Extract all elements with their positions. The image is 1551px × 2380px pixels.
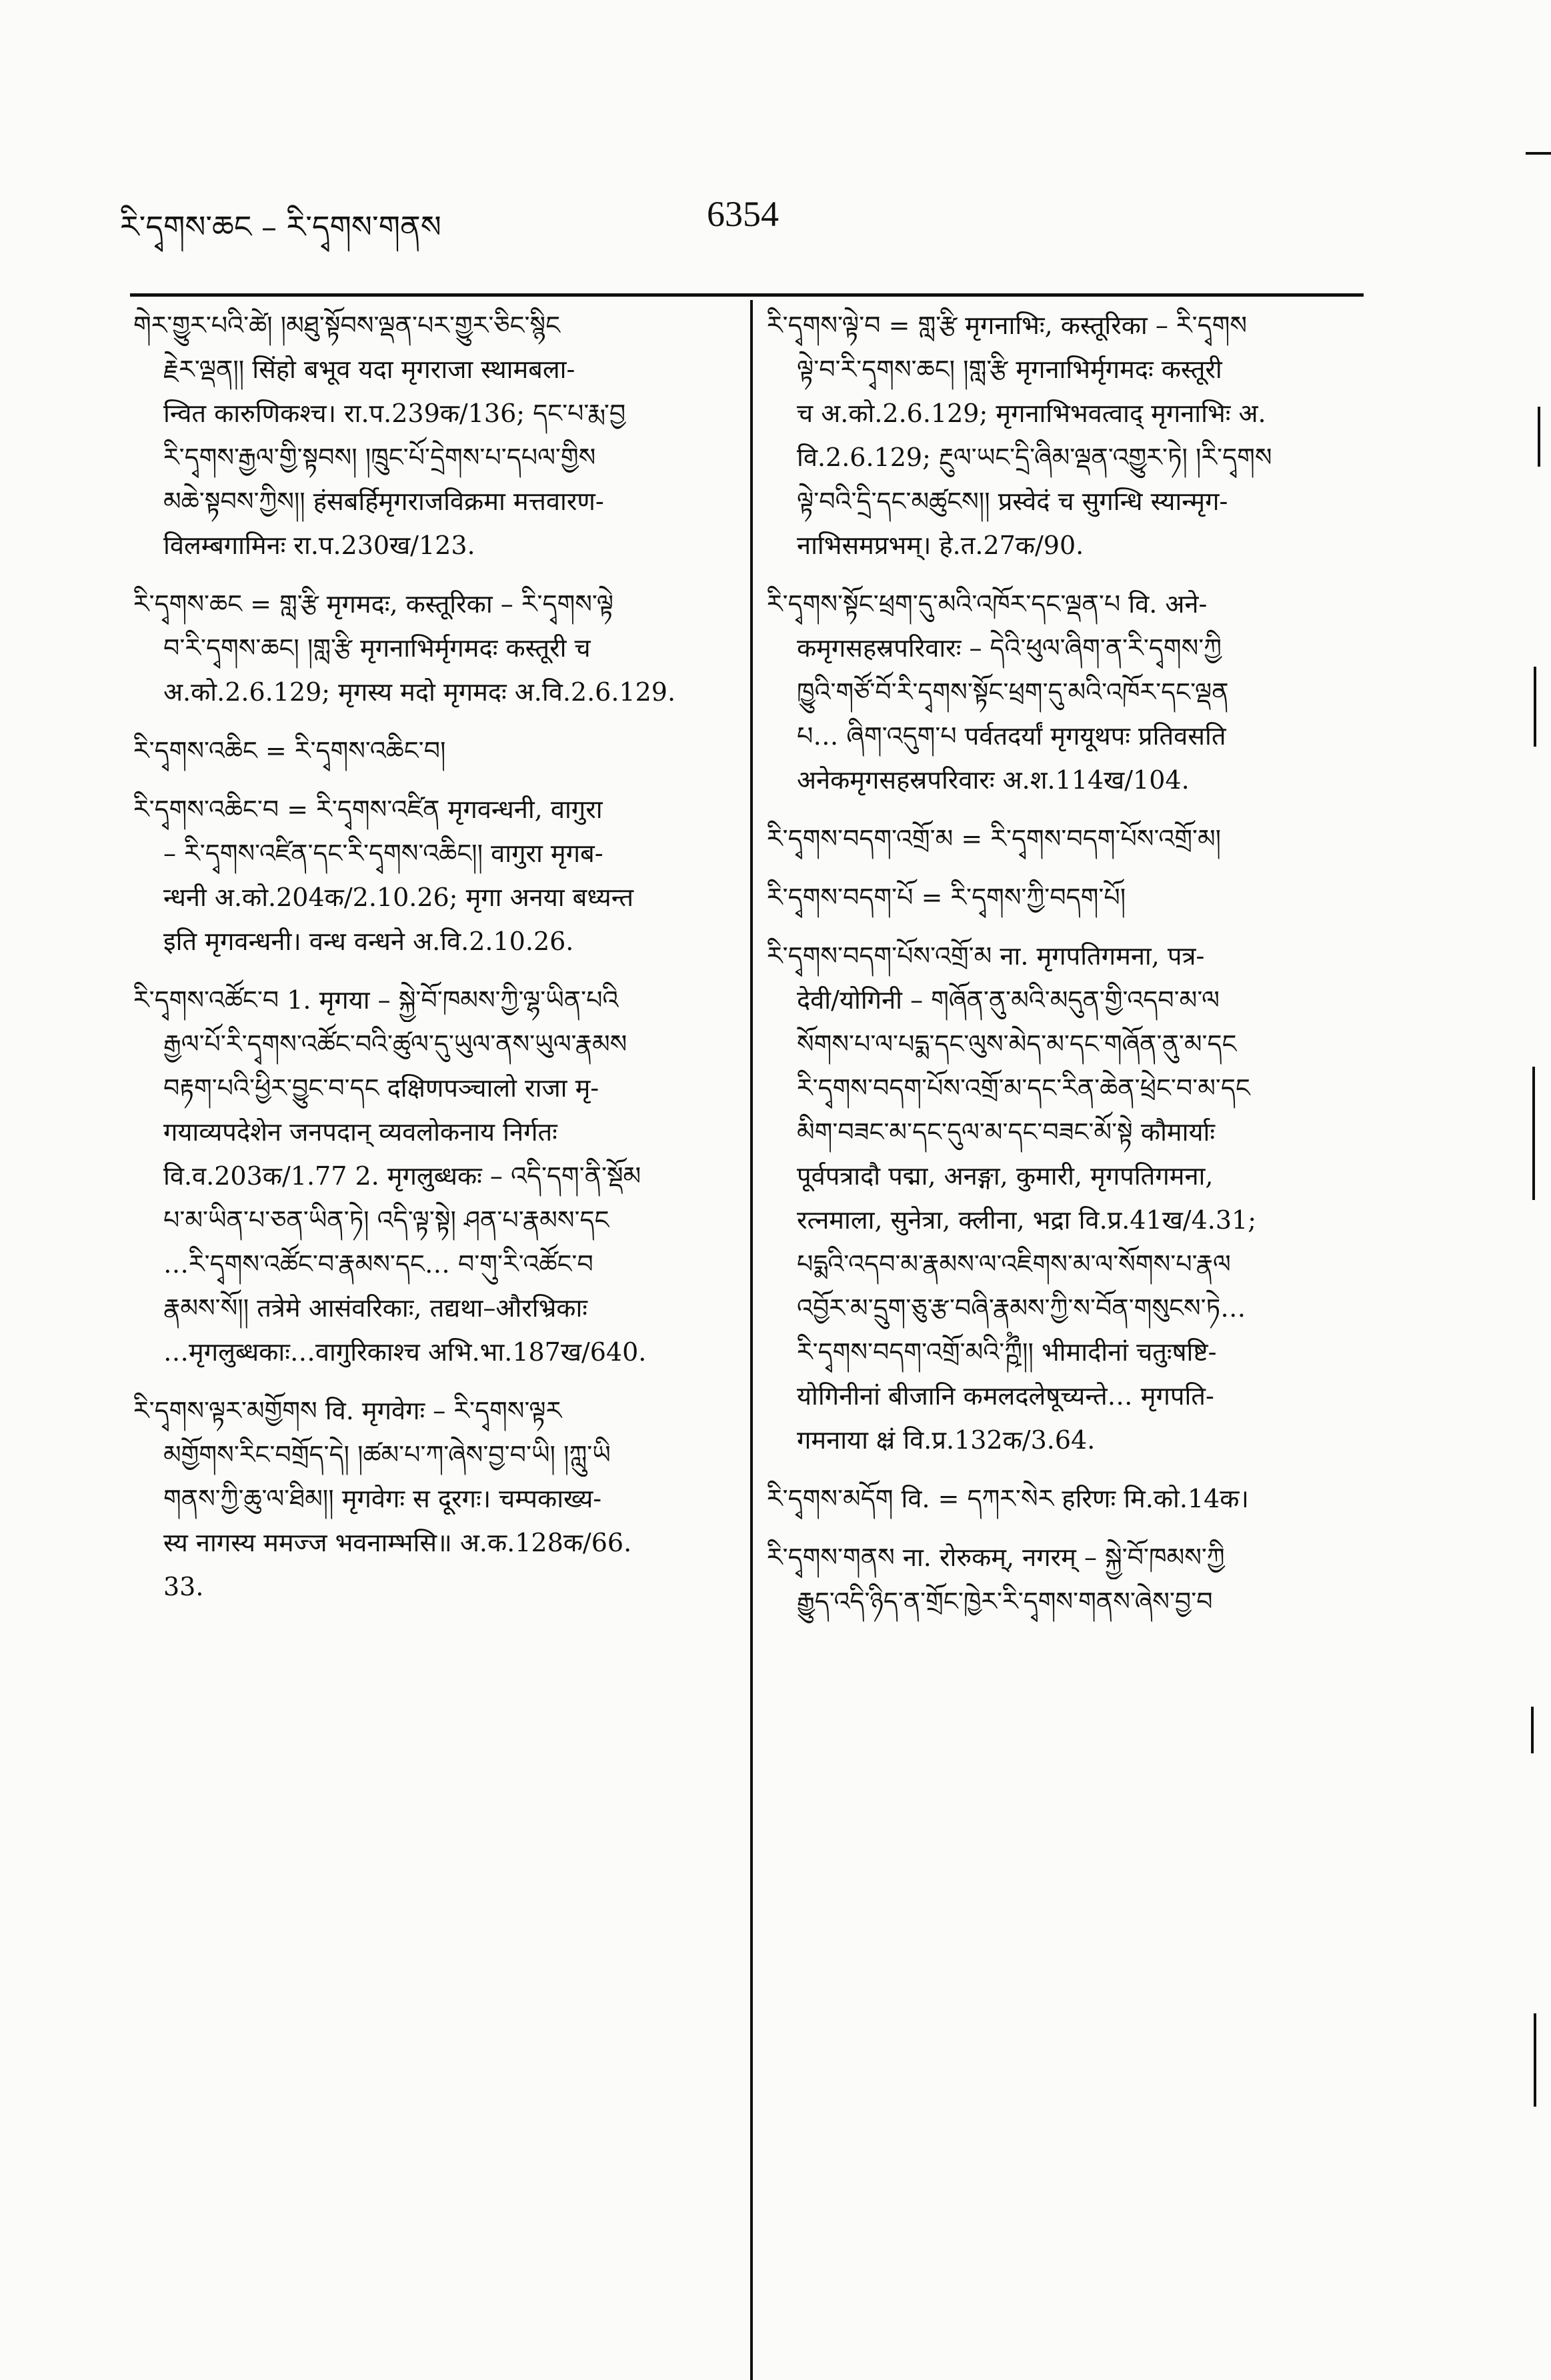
page-number: 6354 [707, 194, 779, 234]
entry-text-line: རི་དྭགས་བདག་འགྲོ་མའི་ཀྵྀཾ།། भीमादीनां चतुःषष्टि- [797, 1337, 1217, 1367]
dictionary-entry [767, 875, 1360, 919]
entry-text-line: བ་རི་དྭགས་ཆང། །གླ་རྩི मृगनाभिर्मृगमदः कस्तूरी च [163, 633, 591, 663]
entry-text-line: पूर्वपत्रादौ पद्मा, अनङ्गा, कुमारी, मृगपतिगमना, [797, 1161, 1214, 1191]
entry-text-line: རྗེར་ལྡན།། सिंहो बभूव यदा मृगराजा स्थामबला- [163, 355, 575, 384]
entry-text-line: च अ.को.2.6.129; मृगनाभिभवत्वाद् मृगनाभिः अ. [797, 399, 1266, 428]
entry-text-line: गयाव्यपदेशेन जनपदान् व्यवलोकनाय निर्गतः [163, 1117, 557, 1147]
entry-text-line: …मृगलुब्धकाः…वागुरिकाश्च अभि.भा.187ख/640. [163, 1337, 647, 1367]
right-column [767, 303, 1360, 1638]
entry-text-line: कमृगसहस्रपरिवारः – དེའི་ཕུལ་ཞིག་ན་རི་དྭགས་ཀྱི [797, 633, 1222, 663]
dictionary-entry [767, 1477, 1360, 1521]
entry-text-line: རྒྱུད་འདི་ཉིད་ན་གྲོང་ཁྱེར་རི་དྭགས་གནས་ཞེས་བྱ་བ [797, 1587, 1213, 1616]
left-column [133, 303, 727, 1623]
entry-text-line: न्वित कारुणिकश्च। रा.प.239क/136; དང་པ་རྨ་བྱ [163, 399, 626, 428]
entry-text-line: རི་དྭགས་རྒྱལ་གྱི་སྟབས། །ཁྲུང་པོ་དྲེགས་པ་དཔལ་གྱིས [163, 443, 596, 472]
entry-text-line: देवी/योगिनी – གཞོན་ནུ་མའི་མདུན་གྱི་འདབ་མ་ལ [797, 985, 1220, 1015]
entry-text-line: इति मृगवन्धनी। वन्ध वन्धने अ.वि.2.10.26. [163, 927, 574, 956]
entry-text-line: – རི་དྭགས་འཛིན་དང་རི་དྭགས་འཆིང།། वागुरा मृगब- [163, 839, 603, 868]
entry-headword-line: རི་དྭགས་བདག་པོས་འགྲོ་མ ना. मृगपतिगमना, पत्र- [767, 941, 1205, 971]
scan-edge-mark [1531, 1707, 1534, 1753]
entry-text-line: གནས་ཀྱི་ཆུ་ལ་ཐིམ།། मृगवेगः स दूरगः। चम्पकाख्य- [163, 1484, 602, 1513]
entry-headword-line: གེར་གྱུར་པའི་ཚེ། །མཐུ་སྟོབས་ལྡན་པར་གྱུར་ཅིང་སྙིང [133, 311, 561, 340]
entry-headword-line: རི་དྭགས་གནས ना. रोरुकम्, नगरम् – སྐྱེ་བོ་ཁམས་ཀྱི [767, 1543, 1225, 1572]
dictionary-entry [133, 582, 727, 714]
entry-headword-line: རི་དྭགས་བདག་པོ = རི་དྭགས་ཀྱི་བདག་པོ། [767, 883, 1126, 912]
scan-edge-mark [1534, 2013, 1536, 2107]
entry-text-line: ལྟེ་བའི་དྲི་དང་མཚུངས།། प्रस्वेदं च सुगन्धि स्यान्मृग- [797, 487, 1228, 516]
entry-headword-line: རི་དྭགས་མདོག वि. = དཀར་སེར हरिणः मि.को.14क। [767, 1484, 1249, 1513]
scan-edge-mark [1538, 407, 1540, 467]
entry-text-line: अ.को.2.6.129; मृगस्य मदो मृगमदः अ.वि.2.6.129. [163, 677, 676, 707]
entry-text-line: 33. [163, 1572, 204, 1601]
running-header-left: རི་དྭགས་ཆང – རི་དྭགས་གནས [120, 209, 441, 245]
dictionary-entry [133, 303, 727, 567]
entry-headword-line: རི་དྭགས་འཆིང་བ = རི་དྭགས་འཛིན मृगवन्धनी, वागुरा [133, 795, 603, 824]
entry-headword-line: རི་དྭགས་བདག་འགྲོ་མ = རི་དྭགས་བདག་པོས་འགྲོ་མ། [767, 824, 1222, 853]
entry-text-line: योगिनीनां बीजानि कमलदलेषूच्यन्ते… मृगपति- [797, 1381, 1214, 1411]
entry-text-line: अनेकमृगसहस्रपरिवारः अ.श.114ख/104. [797, 765, 1190, 795]
entry-text-line: स्य नागस्य ममज्ज भवनाम्भसि॥ अ.क.128क/66. [163, 1528, 632, 1557]
dictionary-entry [767, 934, 1360, 1462]
dictionary-entry [133, 787, 727, 963]
dictionary-entry [767, 303, 1360, 567]
scan-edge-mark [1526, 152, 1551, 155]
dictionary-entry [133, 978, 727, 1374]
entry-text-line: མིག་བཟང་མ་དང་དུལ་མ་དང་བཟང་མོ་སྟེ कौमार्याः [797, 1117, 1216, 1147]
entry-text-line: ཁྱུའི་གཙོ་བོ་རི་དྭགས་སྟོང་ཕྲག་དུ་མའི་འཁོར་དང་ལྡན [797, 677, 1229, 707]
entry-text-line: པདྨའི་འདབ་མ་རྣམས་ལ་འཇིགས་མ་ལ་སོགས་པ་རྣལ [797, 1249, 1231, 1279]
dictionary-entry [767, 1535, 1360, 1623]
column-divider [750, 300, 753, 2380]
entry-text-line: वि.2.6.129; རྔུལ་ཡང་དྲི་ཞིམ་ལྡན་འགྱུར་ཏེ། །རི་དྭགས [797, 443, 1272, 472]
entry-text-line: པ་མ་ཡིན་པ་ཅན་ཡིན་ཏེ། འདི་ལྟ་སྟེ། ཤན་པ་རྣམས་དང [163, 1205, 609, 1235]
entry-text-line: བརྟག་པའི་ཕྱིར་བྱུང་བ་དང दक्षिणपञ्चालो राजा मृ- [163, 1073, 599, 1103]
entry-text-line: པ… ཞིག་འདུག་པ पर्वतदर्यां मृगयूथपः प्रतिवसति [797, 721, 1226, 751]
dictionary-entry [133, 1389, 727, 1609]
entry-headword-line: རི་དྭགས་འཚོང་བ 1. मृगया – སྐྱེ་བོ་ཁམས་ཀྱི་ལྷ་ཡིན་པའི [133, 985, 619, 1015]
entry-text-line: …རི་དྭགས་འཚོང་བ་རྣམས་དང… བ་གུ་རི་འཚོང་བ [163, 1249, 593, 1279]
entry-text-line: རི་དྭགས་བདག་པོས་འགྲོ་མ་དང་རིན་ཆེན་ཕྲེང་བ་མ་དང [797, 1073, 1250, 1103]
entry-text-line: འབྱོར་མ་དྲུག་ཅུ་རྩ་བཞི་རྣམས་ཀྱི་ས་བོན་གསུངས་ཏེ… [797, 1293, 1246, 1323]
entry-text-line: རྣམས་སོ།། तत्रेमे आसंवरिकाः, तद्यथा–औरभ्रिकाः [163, 1293, 587, 1323]
entry-text-line: विलम्बगामिनः रा.प.230ख/123. [163, 531, 475, 560]
entry-headword-line: རི་དྭགས་ཆང = གླ་རྩི मृगमदः, कस्तूरिका – རི་དྭགས་ལྟེ [133, 589, 614, 619]
entry-headword-line: རི་དྭགས་ལྟེ་བ = གླ་རྩི मृगनाभिः, कस्तूरिका – རི་དྭགས [767, 311, 1247, 340]
entry-headword-line: རི་དྭགས་ལྟར་མགྱོགས वि. मृगवेगः – རི་དྭགས་ལྟར [133, 1396, 562, 1425]
entry-text-line: མགྱོགས་རིང་བགྲོད་དེ། །ཚམ་པ་ཀ་ཞེས་བྱ་བ་ཡི། །ཀླུ་ཡི [163, 1440, 611, 1469]
scan-edge-mark [1532, 1067, 1535, 1200]
entry-headword-line: རི་དྭགས་འཆིང = རི་དྭགས་འཆིང་བ། [133, 736, 446, 765]
entry-text-line: नाभिसमप्रभम्। हे.त.27क/90. [797, 531, 1084, 560]
entry-text-line: न्धनी अ.को.204क/2.10.26; मृगा अनया बध्यन्त [163, 883, 634, 912]
entry-text-line: गमनाया क्ष्रं वि.प्र.132क/3.64. [797, 1425, 1096, 1455]
scan-edge-mark [1534, 667, 1536, 747]
entry-text-line: རྒྱལ་པོ་རི་དྭགས་འཚོང་བའི་ཚུལ་དུ་ཡུལ་ནས་ཡུལ་རྣམས [163, 1029, 627, 1059]
dictionary-entry [767, 817, 1360, 861]
dictionary-entry [767, 582, 1360, 802]
header-rule [130, 293, 1364, 297]
entry-text-line: रत्नमाला, सुनेत्रा, क्लीना, भद्रा वि.प्र.41ख/4.31; [797, 1205, 1257, 1235]
entry-text-line: སོགས་པ་ལ་པདྨ་དང་ལུས་མེད་མ་དང་གཞོན་ནུ་མ་དང [797, 1029, 1237, 1059]
entry-text-line: མཆེ་སྟབས་ཀྱིས།། हंसबर्हिमृगराजविक्रमा मत्तवारण- [163, 487, 604, 516]
entry-text-line: ལྟེ་བ་རི་དྭགས་ཆང། །གླ་རྩི मृगनाभिर्मृगमदः कस्तूरी [797, 355, 1222, 384]
entry-text-line: वि.व.203क/1.77 2. मृगलुब्धकः – འདི་དག་ནི་སྡོམ [163, 1161, 641, 1191]
entry-headword-line: རི་དྭགས་སྟོང་ཕྲག་དུ་མའི་འཁོར་དང་ལྡན་པ वि. अने- [767, 589, 1208, 619]
dictionary-entry [133, 729, 727, 773]
